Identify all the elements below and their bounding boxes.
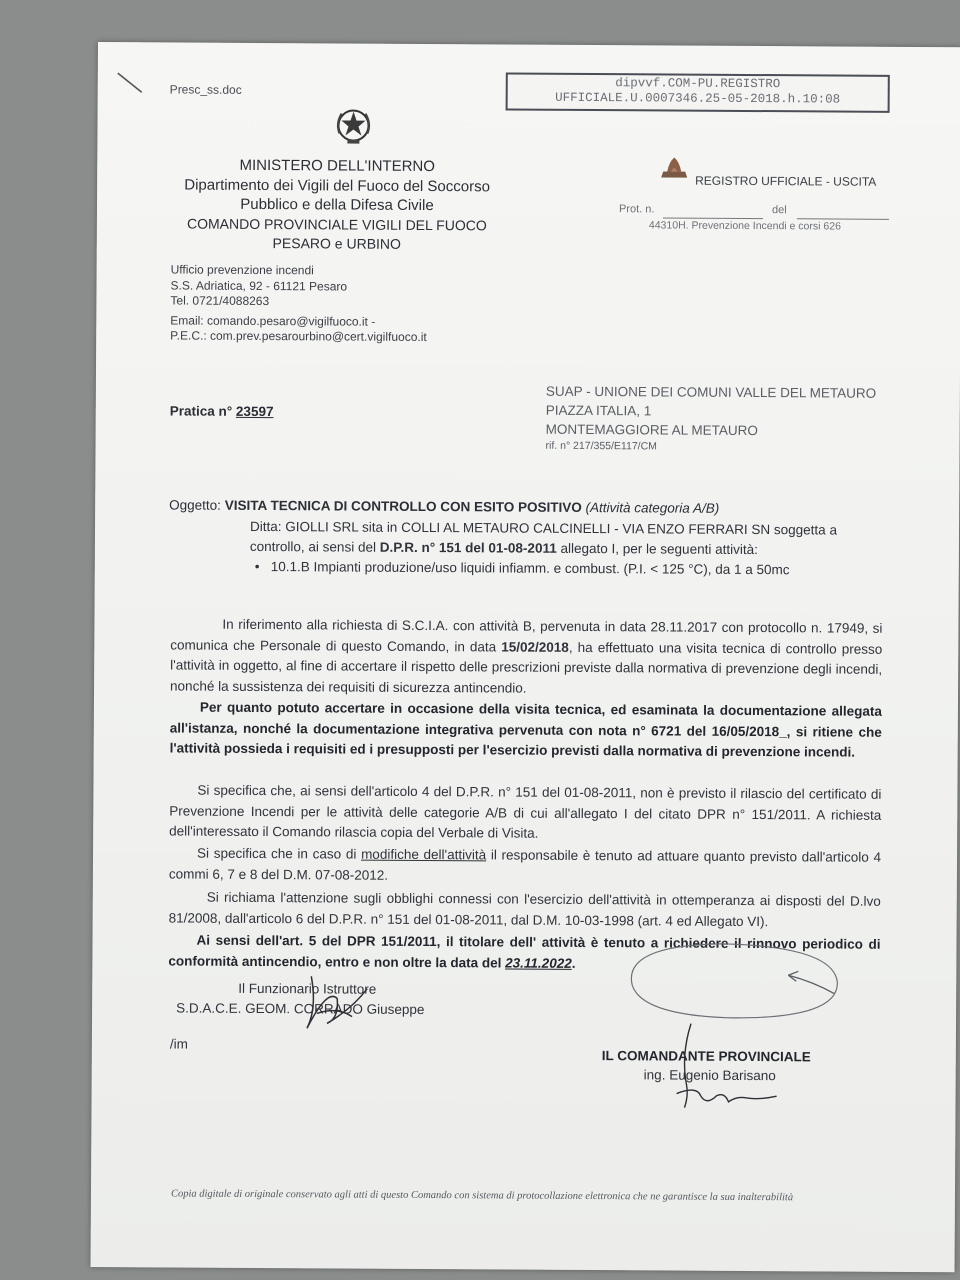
handdrawn-arrow-icon <box>782 961 842 1001</box>
ditta-line1: Ditta: GIOLLI SRL sita in COLLI AL METAURO CALCINELLI - VIA ENZO FERRARI SN soggetta a <box>249 518 838 538</box>
file-label: Presc_ss.doc <box>169 82 242 97</box>
office-name: Ufficio prevenzione incendi <box>170 262 314 278</box>
italian-emblem-icon <box>333 103 373 145</box>
pratica <box>170 403 274 419</box>
recipient-line1: SUAP - UNIONE DEI COMUNI VALLE DEL METAURO <box>545 383 877 401</box>
registry-stamp-line1: dipvvf.COM-PU.REGISTRO <box>615 76 781 92</box>
ministry-line2: Dipartimento dei Vigili del Fuoco del Soccorso <box>184 176 491 195</box>
registro-uscita-title: REGISTRO UFFICIALE - USCITA <box>695 173 877 189</box>
ditta-line2-text: controllo, ai sensi del <box>249 538 380 555</box>
pratica-label: Pratica n° <box>169 403 233 419</box>
office-tel: Tel. 0721/4088263 <box>170 293 270 309</box>
comandante-name: ing. Eugenio Barisano <box>643 1067 776 1084</box>
p1-text-b: , ha effettuato una visita tecnica di controllo presso l'attività in oggetto, al fine di accertare il rispetto delle prescrizioni previste dalla normativa di prevenzione degli incendi, nonché la sussistenza dei requisiti di sicurezza antincendio. <box>170 639 883 696</box>
ministry-header <box>167 155 508 255</box>
paragraph-2: Per quanto potuto accertare in occasione della visita tecnica, ed esaminata la documentazione allegata all'istanza, nonché la documentazione integrativa pervenuta con nota n° 6721 del 16/05/2018_, si ritiene che l'attività possieda i requisiti ed i presupposti per l'esercizio previsti dalla normativa di prevenzione incendi. <box>169 699 882 760</box>
prot-label: Prot. n. <box>618 203 655 216</box>
office-pec: P.E.C.: com.prev.pesarourbino@cert.vigilfuoco.it <box>170 328 427 345</box>
istruttore-name: S.D.A.C.E. GEOM. CORRADO Giuseppe <box>176 1000 425 1018</box>
registry-stamp-line2: UFFICIALE.U.0007346.25-05-2018.h.10:08 <box>555 90 841 107</box>
office-address: S.S. Adriatica, 92 - 61121 Pesaro <box>170 277 348 294</box>
subject-label: Oggetto: <box>169 497 222 513</box>
del-label: del <box>771 204 787 217</box>
subject-category: (Attività categoria A/B) <box>585 499 720 516</box>
office-email: Email: comando.pesaro@vigilfuoco.it - <box>170 312 376 329</box>
ministry-line1: MINISTERO DELL'INTERNO <box>239 156 435 176</box>
recipient-line4: rif. n° 217/355/E117/CM <box>545 439 657 453</box>
renewal-date: 23.11.2022 <box>505 955 572 971</box>
paragraph-5: Si richiama l'attenzione sugli obblighi connessi con l'esercizio dell'attività in ottemperanza ai disposti del D.lvo 81/2008, dall'articolo 6 del D.P.R. n° 151 del 01-08-2011, dal D.M. 10-03-1998 (art. 4 ed Allegato VI). <box>168 889 881 929</box>
p1-visit-date: 15/02/2018 <box>501 638 569 655</box>
recipient-line3: MONTEMAGGIORE AL METAURO <box>545 421 758 439</box>
comandante-title: IL COMANDANTE PROVINCIALE <box>601 1048 811 1065</box>
p4-text-b: il responsabile è tenuto ad attuare quanto previsto dall'articolo 4 commi 6, 7 e 8 del D.M. 07-08-2012. <box>168 847 882 883</box>
istruttore-title: Il Funzionario Istruttore <box>238 980 377 997</box>
recipient-line2: PIAZZA ITALIA, 1 <box>545 402 652 419</box>
registro-code-line: 44310H. Prevenzione Incendi e corsi 626 <box>648 219 841 233</box>
subject-title: VISITA TECNICA DI CONTROLLO CON ESITO POSITIVO <box>224 497 582 515</box>
fire-department-logo-icon <box>657 153 691 181</box>
paragraph-1 <box>170 614 882 700</box>
p6-end: . <box>571 955 576 971</box>
activity-item <box>255 559 790 577</box>
registry-stamp <box>506 72 890 112</box>
p4-underlined: modifiche dell'attività <box>361 846 487 863</box>
ministry-line5: PESARO e URBINO <box>272 235 402 252</box>
footer-note: Copia digitale di originale conservato agli atti di questo Comando con sistema di protocollazione elettronica che ne garantisce la sua inalterabilità <box>170 1188 794 1204</box>
ditta-line2 <box>250 539 758 557</box>
bullet-icon: • <box>254 558 260 574</box>
initials: /im <box>169 1036 188 1052</box>
ditta-dpr-ref: D.P.R. n° 151 del 01-08-2011 <box>379 539 557 556</box>
document-page <box>91 42 960 1272</box>
istruttore-signature <box>297 968 377 1038</box>
p1-text-a: In riferimento alla richiesta di S.C.I.A. con attività B, pervenuta in data 28.11.2017 con protocollo n. 17949, si comunica che Personale di questo Comando, in data <box>170 616 883 654</box>
ditta-line2-end: allegato I, per le seguenti attività: <box>556 540 758 558</box>
p4-text-a: Si specifica che in caso di <box>197 845 362 862</box>
subject-line <box>169 497 719 515</box>
ministry-line3: Pubblico e della Difesa Civile <box>240 195 434 215</box>
activity-text: 10.1.B Impianti produzione/uso liquidi infiamm. e combust. (P.I. < 125 °C), da 1 a 50mc <box>270 559 790 578</box>
p6-text: Ai sensi dell'art. 5 del DPR 151/2011, il titolare dell' attività è tenuto a richiedere il rinnovo periodico di conformità antincendio, entro e non oltre la data del <box>168 932 881 971</box>
paragraph-3: Si specifica che, ai sensi dell'articolo 4 del D.P.R. n° 151 del 01-08-2011, non è previsto il rilascio del certificato di Prevenzione Incendi per le attività delle categorie A/B di cui all'allegato I del citato DPR n° 151/2011. A richiesta dell'interessato il Comando rilascia copia del Verbale di Visita. <box>169 782 882 841</box>
pencil-mark <box>116 70 146 96</box>
recipient-block <box>545 382 876 455</box>
pratica-number: 23597 <box>235 403 274 420</box>
office-block <box>170 262 427 345</box>
comandante-signature <box>666 1015 807 1116</box>
ministry-line4: COMANDO PROVINCIALE VIGILI DEL FUOCO <box>186 215 487 233</box>
paragraph-4 <box>169 843 881 888</box>
